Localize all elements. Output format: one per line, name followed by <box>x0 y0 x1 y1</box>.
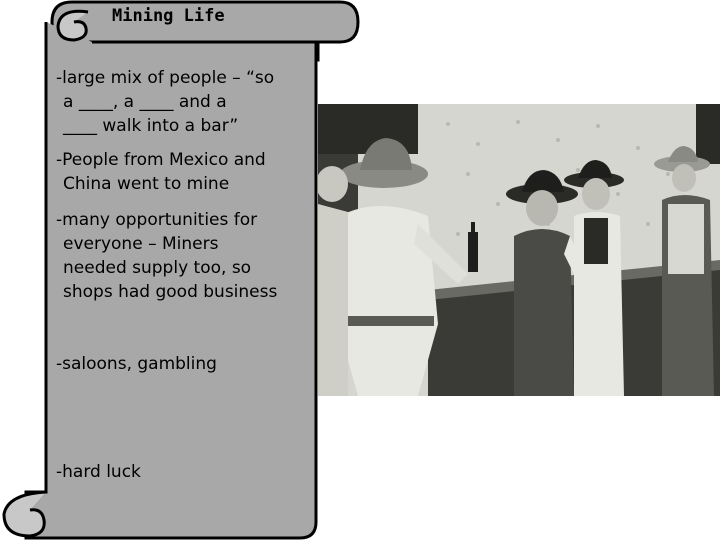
bullet-line: shops had good business <box>63 282 278 302</box>
bullet-line: needed supply too, so <box>63 258 252 278</box>
bullet-line: -many opportunities for <box>56 210 258 230</box>
bullet-line: -People from Mexico and <box>56 150 266 170</box>
bullet-mexico-china <box>56 148 306 196</box>
bullet-line: -large mix of people – “so <box>56 68 275 88</box>
bullet-hard-luck <box>56 460 306 484</box>
bullet-line: everyone – Miners <box>63 234 219 254</box>
saloon-photograph <box>318 104 720 396</box>
bullet-line: ____ walk into a bar” <box>63 116 239 136</box>
bullet-line: -saloons, gambling <box>56 354 217 374</box>
scroll-title: Mining Life <box>112 6 225 26</box>
bullet-opportunities <box>56 208 306 304</box>
bullet-line: -hard luck <box>56 462 141 482</box>
bullet-line: a ____, a ____ and a <box>63 92 227 112</box>
bullet-line: China went to mine <box>63 174 230 194</box>
bullet-saloons <box>56 352 306 376</box>
bullet-mix-of-people <box>56 66 306 138</box>
